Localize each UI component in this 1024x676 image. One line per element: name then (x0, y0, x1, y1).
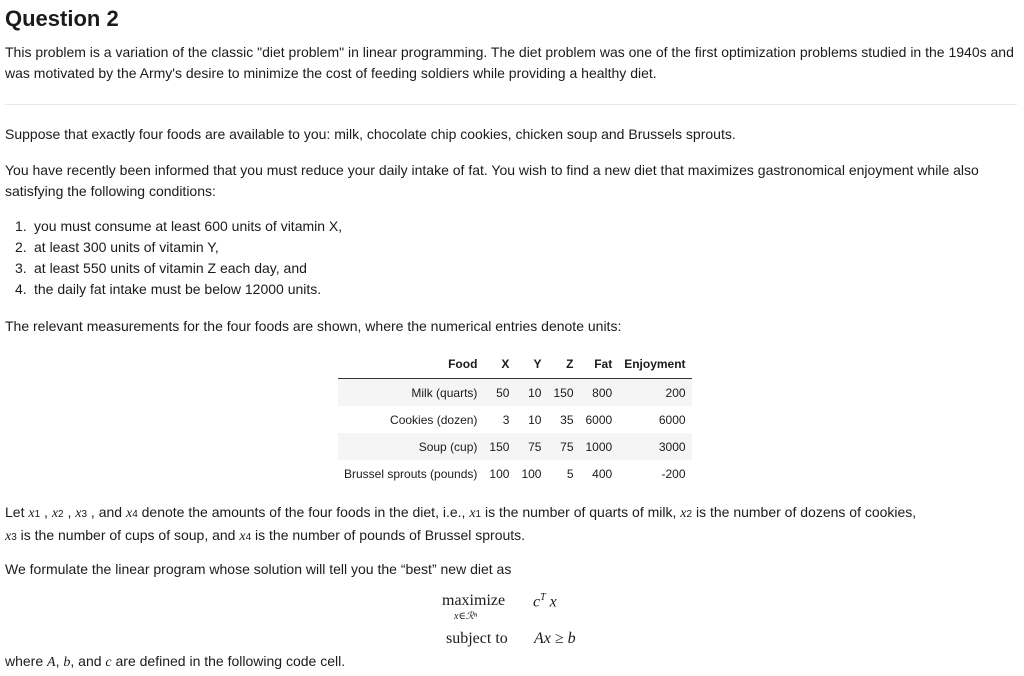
let-paragraph: Let x1 , x2 , x3 , and x4 denote the amounts of the four foods in the diet, i.e., x1 is the number of quarts of milk, x2 is the number of dozens of cookies, x3 is the number of cups of soup, and x4 is the number of pounds of Brussel sprouts. (5, 504, 917, 544)
cell: Milk (quarts) (338, 379, 483, 407)
cell: 10 (528, 412, 542, 427)
cell: Cookies (dozen) (390, 412, 478, 427)
condition-item: 3. at least 550 units of vitamin Z each day, and (15, 260, 307, 276)
cell: 75 (515, 433, 547, 460)
cell: 50 (483, 379, 515, 407)
cell: Brussel sprouts (pounds) (344, 466, 478, 481)
table-row (338, 406, 692, 433)
cell: 75 (547, 433, 579, 460)
header-food: Food (338, 349, 483, 379)
cell: 3000 (618, 433, 691, 460)
header-x: X (483, 349, 515, 379)
cell: 10 (515, 379, 547, 407)
lp-constraint: Ax ≥ b (534, 630, 576, 647)
condition-item: 2. at least 300 units of vitamin Y, (15, 239, 219, 255)
measurements-paragraph: The relevant measurements for the four foods are shown, where the numerical entries denote units: (5, 318, 622, 334)
cell: 150 (483, 433, 515, 460)
header-fat: Fat (580, 349, 619, 379)
cell: 6000 (658, 412, 686, 427)
lp-subject-to: subject to (446, 630, 508, 647)
foods-paragraph: Suppose that exactly four foods are available to you: milk, chocolate chip cookies, chicken soup and Brussels sprouts. (5, 126, 736, 142)
cell: 150 (547, 379, 579, 407)
cell: Soup (cup) (338, 433, 483, 460)
header-z: Z (547, 349, 579, 379)
cell: 200 (618, 379, 691, 407)
food-table (338, 349, 692, 487)
where-paragraph: where A, b, and c are defined in the following code cell. (5, 653, 346, 670)
fat-paragraph: You have recently been informed that you must reduce your daily intake of fat. You wish to find a new diet that maximizes gastronomical enjoyment while also satisfying the following conditions: (5, 162, 979, 199)
cell: 800 (580, 379, 619, 407)
table-header-row (338, 349, 692, 379)
cell: 5 (566, 466, 574, 481)
cell: 100 (521, 466, 542, 481)
cell: 400 (592, 466, 613, 481)
lp-maximize: maximize (442, 592, 506, 609)
cell: 1000 (580, 433, 619, 460)
header-y: Y (515, 349, 547, 379)
table-row (338, 460, 692, 487)
divider (5, 104, 1017, 105)
cell: 6000 (585, 412, 613, 427)
intro-paragraph: This problem is a variation of the classic "diet problem" in linear programming. The diet problem was one of the first optimization problems studied in the 1940s and was motivated by the Army's desire to minimize the cost of feeding soldiers while providing a healthy diet. (5, 44, 1014, 81)
header-enjoyment: Enjoyment (618, 349, 691, 379)
cell: 35 (560, 412, 574, 427)
table-row (338, 433, 692, 460)
cell: -200 (661, 466, 686, 481)
lp-domain: x∈ℛⁿ (454, 611, 477, 622)
question-heading: Question 2 (5, 6, 119, 31)
cell: 100 (489, 466, 510, 481)
cell: 3 (502, 412, 510, 427)
formulate-paragraph: We formulate the linear program whose solution will tell you the “best” new diet as (5, 561, 512, 577)
condition-item: 1. you must consume at least 600 units of vitamin X, (15, 218, 343, 234)
condition-item: 4. the daily fat intake must be below 12000 units. (15, 281, 322, 297)
table-row (338, 379, 692, 407)
lp-objective: $c^T$ x (533, 592, 557, 611)
conditions-list (15, 216, 342, 300)
